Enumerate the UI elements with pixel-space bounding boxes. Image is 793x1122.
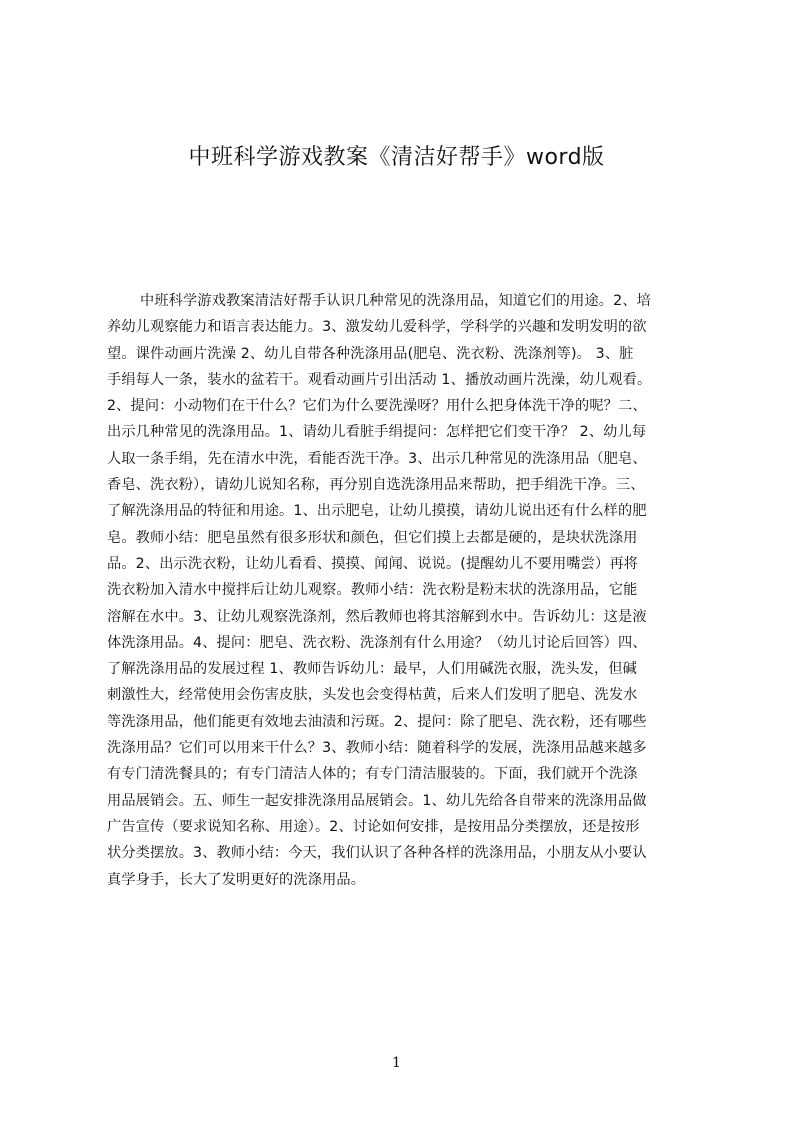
body-line: 出示几种常见的洗涤用品。1、请幼儿看脏手绢提问：怎样把它们变干净？ 2、幼儿每 [107,424,647,441]
document-body [107,288,697,908]
body-line: 人取一条手绢，先在清水中洗，看能否洗干净。3、出示几种常见的洗涤用品（肥皂、 [107,450,647,467]
body-line: 品。2、出示洗衣粉，让幼儿看看、摸摸、闻闻、说说。(提醒幼儿不要用嘴尝）再将 [107,555,639,572]
body-line: 有专门清洗餐具的；有专门清洁人体的；有专门清洁服装的。下面，我们就开个洗涤 [107,766,638,783]
body-line: 了解洗涤用品的发展过程 1、教师告诉幼儿：最早，人们用碱洗衣服，洗头发，但碱 [107,661,637,678]
body-line: 广告宣传（要求说知名称、用途）。2、讨论如何安排，是按用品分类摆放，还是按形 [107,818,640,835]
body-line: 用品展销会。五、师生一起安排洗涤用品展销会。1、幼儿先给各自带来的洗涤用品做 [107,792,647,809]
body-line: 了解洗涤用品的特征和用途。1、出示肥皂，让幼儿摸摸，请幼儿说出还有什么样的肥 [107,503,647,520]
document-title: 中班科学游戏教案《清洁好帮手》word版 [188,145,605,170]
body-line: 2、提问：小动物们在干什么？它们为什么要洗澡呀？用什么把身体洗干净的呢？二、 [107,398,647,415]
body-line: 皂。教师小结：肥皂虽然有很多形状和颜色，但它们摸上去都是硬的，是块状洗涤用 [107,529,638,546]
body-line: 等洗涤用品，他们能更有效地去油渍和污斑。2、提问：除了肥皂、洗衣粉，还有哪些 [107,713,647,730]
body-line: 养幼儿观察能力和语言表达能力。3、激发幼儿爱科学，学科学的兴趣和发明发明的欲 [107,319,647,336]
body-line: 溶解在水中。3、让幼儿观察洗涤剂，然后教师也将其溶解到水中。告诉幼儿：这是液 [107,608,647,625]
body-line: 刺激性大，经常使用会伤害皮肤，头发也会变得枯黄，后来人们发明了肥皂、洗发水 [107,687,638,704]
body-line: 洗衣粉加入清水中搅拌后让幼儿观察。教师小结：洗衣粉是粉末状的洗涤用品，它能 [107,582,638,599]
body-line: 洗涤用品？它们可以用来干什么？3、教师小结：随着科学的发展，洗涤用品越来越多 [107,740,647,757]
page-number: 1 [392,1055,401,1071]
body-line: 香皂、洗衣粉），请幼儿说知名称，再分别自选洗涤用品来帮助，把手绢洗干净。三、 [107,477,645,494]
body-line: 手绢每人一条，装水的盆若干。观看动画片引出活动 1、播放动画片洗澡，幼儿观看。 [107,371,652,388]
body-line: 体洗涤用品。4、提问：肥皂、洗衣粉、洗涤剂有什么用途？（幼儿讨论后回答）四、 [107,634,647,651]
body-line: 望。课件动画片洗澡 2、幼儿自带各种洗涤用品(肥皂、洗衣粉、洗涤剂等)。 3、脏 [107,345,634,362]
body-line: 真学身手，长大了发明更好的洗涤用品。 [107,871,366,888]
body-line: 中班科学游戏教案清洁好帮手认识几种常见的洗涤用品，知道它们的用途。2、培 [140,293,651,309]
body-line: 状分类摆放。3、教师小结：今天，我们认识了各种各样的洗涤用品，小朋友从小要认 [107,845,647,862]
